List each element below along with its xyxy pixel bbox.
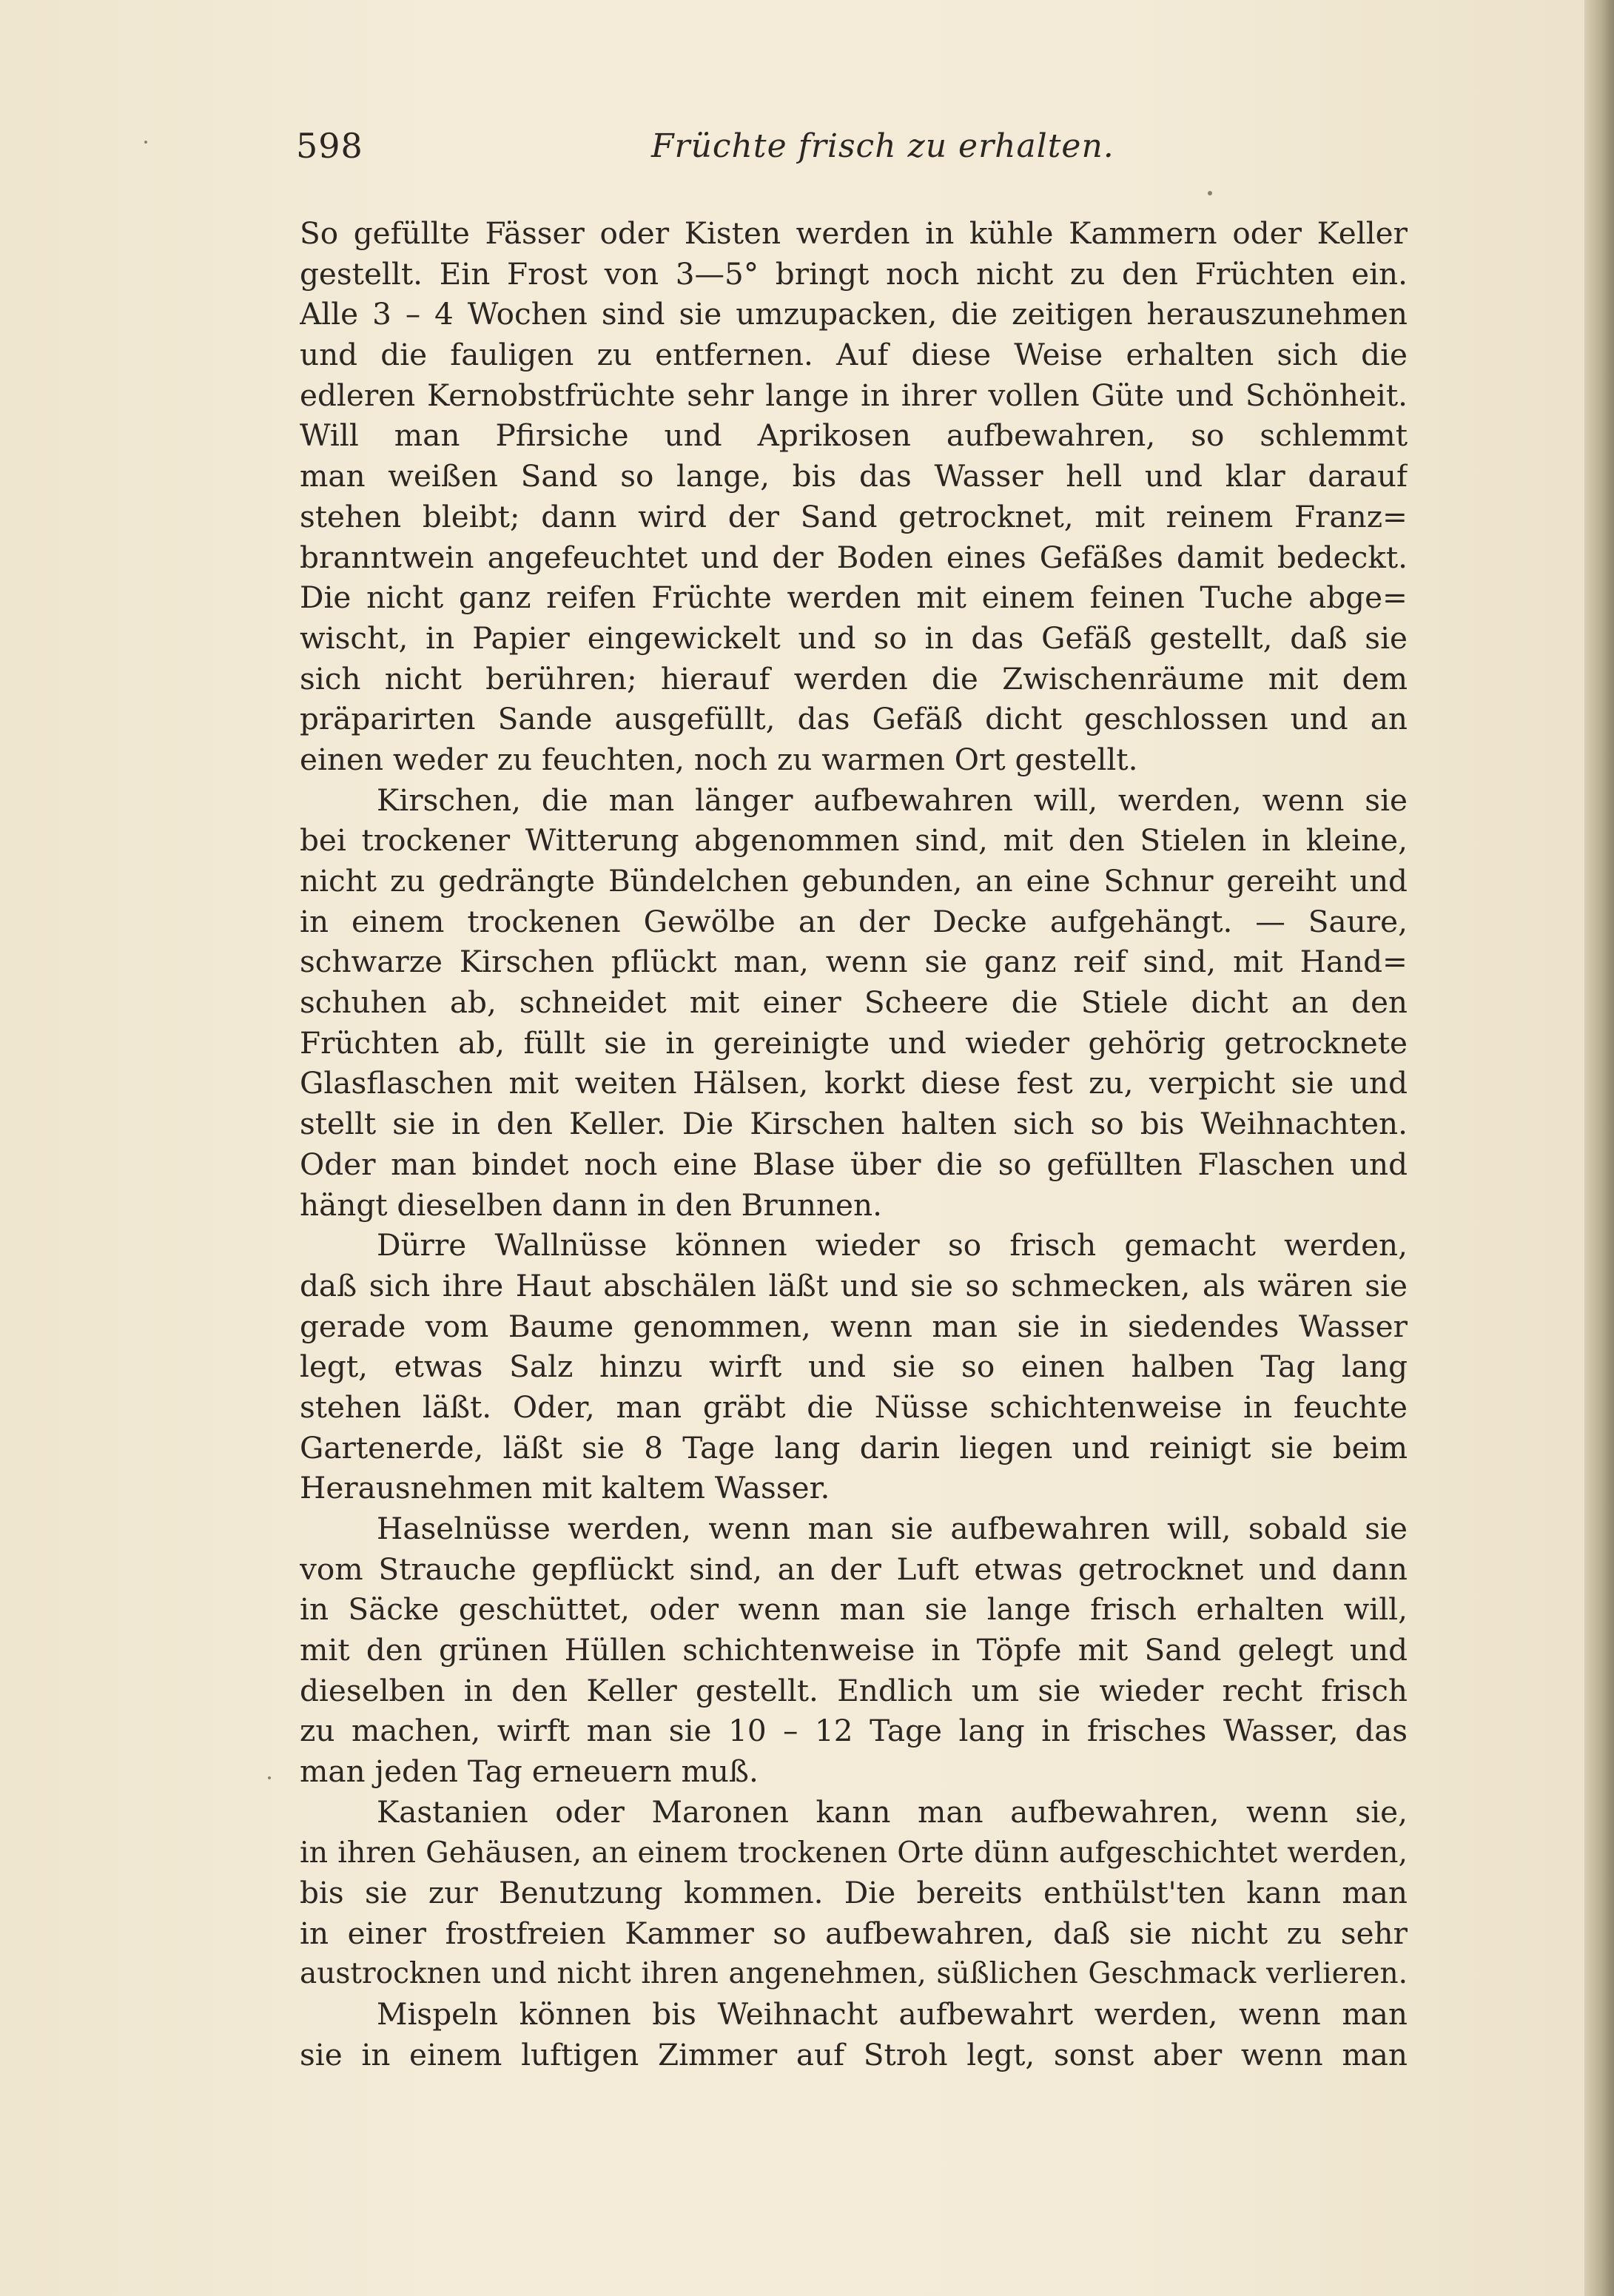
text-line: stellt sie in den Keller. Die Kirschen halten sich so bis Weihnachten. [300,1106,1408,1142]
text-line: man jeden Tag erneuern muß. [300,1753,759,1790]
text-line: stehen bleibt; dann wird der Sand getrocknet, mit reinem Franz= [300,498,1408,534]
text-line: und die fauligen zu entfernen. Auf diese Weise erhalten sich die [300,337,1408,373]
text-line: man weißen Sand so lange, bis das Wasser hell und klar darauf [300,458,1408,494]
text-line: wischt, in Papier eingewickelt und so in das Gefäß gestellt, daß sie [300,620,1408,656]
header-title: Früchte frisch zu erhalten. [651,127,1114,165]
text-line: Herausnehmen mit kaltem Wasser. [300,1470,830,1506]
text-line: stehen läßt. Oder, man gräbt die Nüsse schichtenweise in feuchte [300,1389,1408,1425]
text-line: zu machen, wirft man sie 10 – 12 Tage lang in frisches Wasser, das [300,1713,1408,1749]
text-line: Will man Pfirsiche und Aprikosen aufbewahren, so schlemmt [300,417,1408,454]
text-line: sie in einem luftigen Zimmer auf Stroh legt, sonst aber wenn man [300,2036,1408,2072]
text-line: Gartenerde, läßt sie 8 Tage lang darin liegen und reinigt sie beim [300,1429,1408,1466]
paper-speck [1208,191,1212,195]
page-edge-shadow [1584,0,1614,2296]
text-line: legt, etwas Salz hinzu wirft und sie so einen halben Tag lang [300,1349,1408,1385]
text-line: austrocknen und nicht ihren angenehmen, süßlichen Geschmack verlieren. [300,1956,1408,1990]
text-line: nicht zu gedrängte Bündelchen gebunden, an eine Schnur gereiht und [300,863,1408,899]
text-line: in einem trockenen Gewölbe an der Decke aufgehängt. — Saure, [300,903,1408,939]
text-line: Kastanien oder Maronen kann man aufbewahren, wenn sie, [377,1793,1408,1830]
text-line: Haselnüsse werden, wenn man sie aufbewahren will, sobald sie [377,1511,1408,1546]
text-line: Früchten ab, füllt sie in gereinigte und wieder gehörig getrocknete [300,1024,1408,1061]
text-line: gestellt. Ein Frost von 3—5° bringt noch nicht zu den Früchten ein. [300,255,1408,292]
running-head [296,126,1413,170]
body-text [300,213,1408,2075]
text-line: in ihren Gehäusen, an einem trockenen Orte dünn aufgeschichtet werden, [300,1835,1408,1870]
page-number: 598 [296,126,363,166]
text-line: So gefüllte Fässer oder Kisten werden in kühle Kammern oder Keller [300,215,1408,251]
text-line: bei trockener Witterung abgenommen sind, mit den Stielen in kleine, [300,822,1408,859]
text-line: schuhen ab, schneidet mit einer Scheere die Stiele dicht an den [300,984,1408,1021]
text-line: sich nicht berühren; hierauf werden die Zwischenräume mit dem [300,660,1408,696]
text-line: schwarze Kirschen pflückt man, wenn sie ganz reif sind, mit Hand= [300,944,1408,980]
text-line: Glasflaschen mit weiten Hälsen, korkt diese fest zu, verpicht sie und [300,1065,1408,1101]
text-line: dieselben in den Keller gestellt. Endlich um sie wieder recht frisch [300,1672,1408,1708]
text-line: daß sich ihre Haut abschälen läßt und sie so schmecken, als wären sie [300,1267,1408,1303]
text-line: in Säcke geschüttet, oder wenn man sie lange frisch erhalten will, [300,1591,1408,1628]
text-line: vom Strauche gepflückt sind, an der Luft etwas getrocknet und dann [300,1551,1408,1587]
text-line: Dürre Wallnüsse können wieder so frisch gemacht werden, [377,1227,1408,1263]
text-line: hängt dieselben dann in den Brunnen. [300,1186,882,1223]
text-line: Mispeln können bis Weihnacht aufbewahrt werden, wenn man [377,1996,1408,2033]
text-line: in einer frostfreien Kammer so aufbewahren, daß sie nicht zu sehr [300,1915,1408,1951]
text-line: Die nicht ganz reifen Früchte werden mit einem feinen Tuche abge= [300,580,1408,616]
text-line: einen weder zu feuchten, noch zu warmen Ort gestellt. [300,741,1138,777]
text-line: bis sie zur Benutzung kommen. Die bereits enthülst'ten kann man [300,1875,1408,1911]
paper-speck [144,141,147,144]
text-line: präparirten Sande ausgefüllt, das Gefäß dicht geschlossen und an [300,701,1408,737]
text-line: Alle 3 – 4 Wochen sind sie umzupacken, die zeitigen herauszunehmen [300,296,1408,332]
text-line: Oder man bindet noch eine Blase über die so gefüllten Flaschen und [300,1146,1408,1182]
paper-speck [268,1776,271,1779]
text-line: mit den grünen Hüllen schichtenweise in Töpfe mit Sand gelegt und [300,1632,1408,1668]
text-line: gerade vom Baume genommen, wenn man sie in siedendes Wasser [300,1308,1408,1344]
text-line: edleren Kernobstfrüchte sehr lange in ihrer vollen Güte und Schönheit. [300,377,1408,413]
text-line: branntwein angefeuchtet und der Boden eines Gefäßes damit bedeckt. [300,539,1408,575]
text-line: Kirschen, die man länger aufbewahren will, werden, wenn sie [377,782,1408,818]
